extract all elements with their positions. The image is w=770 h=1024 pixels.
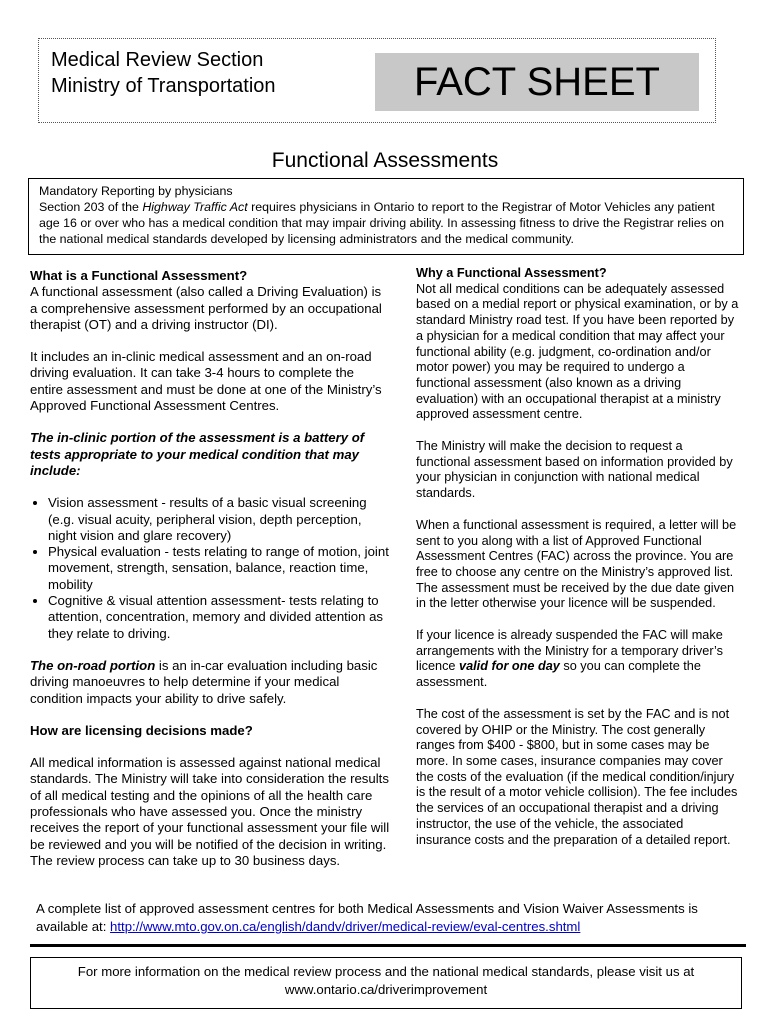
why-heading: Why a Functional Assessment? bbox=[416, 266, 607, 280]
header-box bbox=[38, 38, 716, 123]
centres-text: A complete list of approved assessment centres for both Medical Assessments and Vision Waiver Assessments is available at: bbox=[36, 901, 698, 934]
act-name: Highway Traffic Act bbox=[142, 200, 248, 214]
cost-paragraph: The cost of the assessment is set by the FAC and is not covered by OHIP or the Ministry. The cost generally ranges from $400 - $800, but in some cases may be more. In some cases, insurance companies may cover the costs of the evaluation (if the medical condition/injury is the result of a motor vehicle collision). The fee includes the services of an occupational therapist and a driving instructor, the use of the vehicle, the associated insurance costs and the preparation of a detailed report. bbox=[416, 706, 738, 847]
centres-link[interactable]: http://www.mto.gov.on.ca/english/dandv/driver/medical-review/eval-centres.shtml bbox=[110, 919, 581, 934]
on-road-paragraph bbox=[30, 658, 390, 707]
why-paragraph: Not all medical conditions can be adequately assessed based on a medial report or physical examination, or by a standard Ministry road test. If you have been reported by a physician for a medical condition that may affect your functional ability (e.g. judgment, co-ordination and/or motor power) you may be required to undergo a functional assessment (also known as a driving evaluation) with an occupational therapist at a ministry approved assessment centre. bbox=[416, 281, 739, 422]
assessment-centres-note bbox=[36, 900, 736, 936]
mandatory-reporting-box bbox=[28, 178, 744, 255]
org-line-1: Medical Review Section bbox=[51, 49, 264, 71]
what-is-heading: What is a Functional Assessment? bbox=[30, 268, 248, 283]
suspended-paragraph bbox=[416, 628, 740, 691]
list-item: • Cognitive & visual attention assessment- tests relating to attention, concentration, memory and divided attention as they relate to driving. bbox=[48, 593, 390, 642]
decision-paragraph: The Ministry will make the decision to request a functional assessment based on information provided by your physician in conjunction with national medical standards. bbox=[416, 439, 733, 501]
licensing-heading: How are licensing decisions made? bbox=[30, 722, 253, 738]
org-line-2: Ministry of Transportation bbox=[51, 75, 276, 97]
suspended-post: so you can complete the assessment. bbox=[416, 659, 701, 690]
valid-one-day: valid for one day bbox=[459, 659, 560, 674]
mandatory-text bbox=[39, 199, 733, 247]
mandatory-text-pre: Section 203 of the bbox=[39, 200, 143, 214]
left-column bbox=[30, 268, 390, 885]
footer-box bbox=[30, 957, 742, 1009]
footer-link[interactable]: www.ontario.ca/driverimprovement bbox=[284, 982, 488, 997]
licensing-paragraph: All medical information is assessed against national medical standards. The Ministry will take into consideration the results of all medical testing and the opinions of all the health care professionals who have assessed you. Once the ministry receives the report of your functional assessment your file will be reviewed and you will be notified of the decision in writing. The review process can take up to 30 business days. bbox=[30, 755, 390, 868]
page-title: Functional Assessments bbox=[271, 149, 499, 172]
fact-sheet-badge: FACT SHEET bbox=[375, 53, 699, 111]
organization-name bbox=[51, 47, 276, 99]
list-item: • Vision assessment - results of a basic visual screening (e.g. visual acuity, peripheral vision, depth perception, night vision and glare recovery) bbox=[48, 495, 390, 544]
mandatory-heading: Mandatory Reporting by physicians bbox=[39, 184, 233, 198]
on-road-bold: The on-road portion bbox=[30, 657, 156, 673]
list-item: • Physical evaluation - tests relating to range of motion, joint movement, strength, sensation, balance, reaction time, mobility bbox=[48, 544, 390, 593]
on-road-rest: is an in-car evaluation including basic driving manoeuvres to help determine if your medical condition impacts your ability to drive safely. bbox=[30, 657, 378, 706]
mandatory-text-post: requires physicians in Ontario to report to the Registrar of Motor Vehicles any patient age 16 or over who has a medical condition that may impair driving ability. In assessing fitness to drive the Registrar relies on the national medical standards developed by licensing administrators and the medical community. bbox=[39, 200, 725, 246]
divider bbox=[30, 944, 746, 947]
right-column bbox=[416, 266, 740, 864]
includes-paragraph: It includes an in-clinic medical assessment and an on-road driving evaluation. It can take 3-4 hours to complete the entire assessment and must be done at one of the Ministry’s Approved Functional Assessment Centres. bbox=[30, 349, 382, 414]
footer-line-1: For more information on the medical review process and the national medical standards, please visit us at bbox=[77, 964, 695, 979]
letter-paragraph: When a functional assessment is required, a letter will be sent to you along with a list of Approved Functional Assessment Centres (FAC) across the province. You are free to choose any centre on the Ministry’s approved list. The assessment must be received by the due date given in the letter otherwise your licence will be suspended. bbox=[416, 517, 737, 611]
suspended-pre: If your licence is already suspended the FAC will make arrangements with the Ministry for a temporary driver’s licence bbox=[416, 628, 723, 674]
assessment-list bbox=[30, 495, 390, 642]
in-clinic-intro bbox=[30, 430, 390, 479]
what-is-paragraph: A functional assessment (also called a Driving Evaluation) is a comprehensive assessment performed by an occupational therapist (OT) and a driving instructor (DI). bbox=[30, 284, 382, 332]
in-clinic-text: The in-clinic portion of the assessment is a battery of tests appropriate to your medical condition that may include: bbox=[30, 430, 365, 478]
